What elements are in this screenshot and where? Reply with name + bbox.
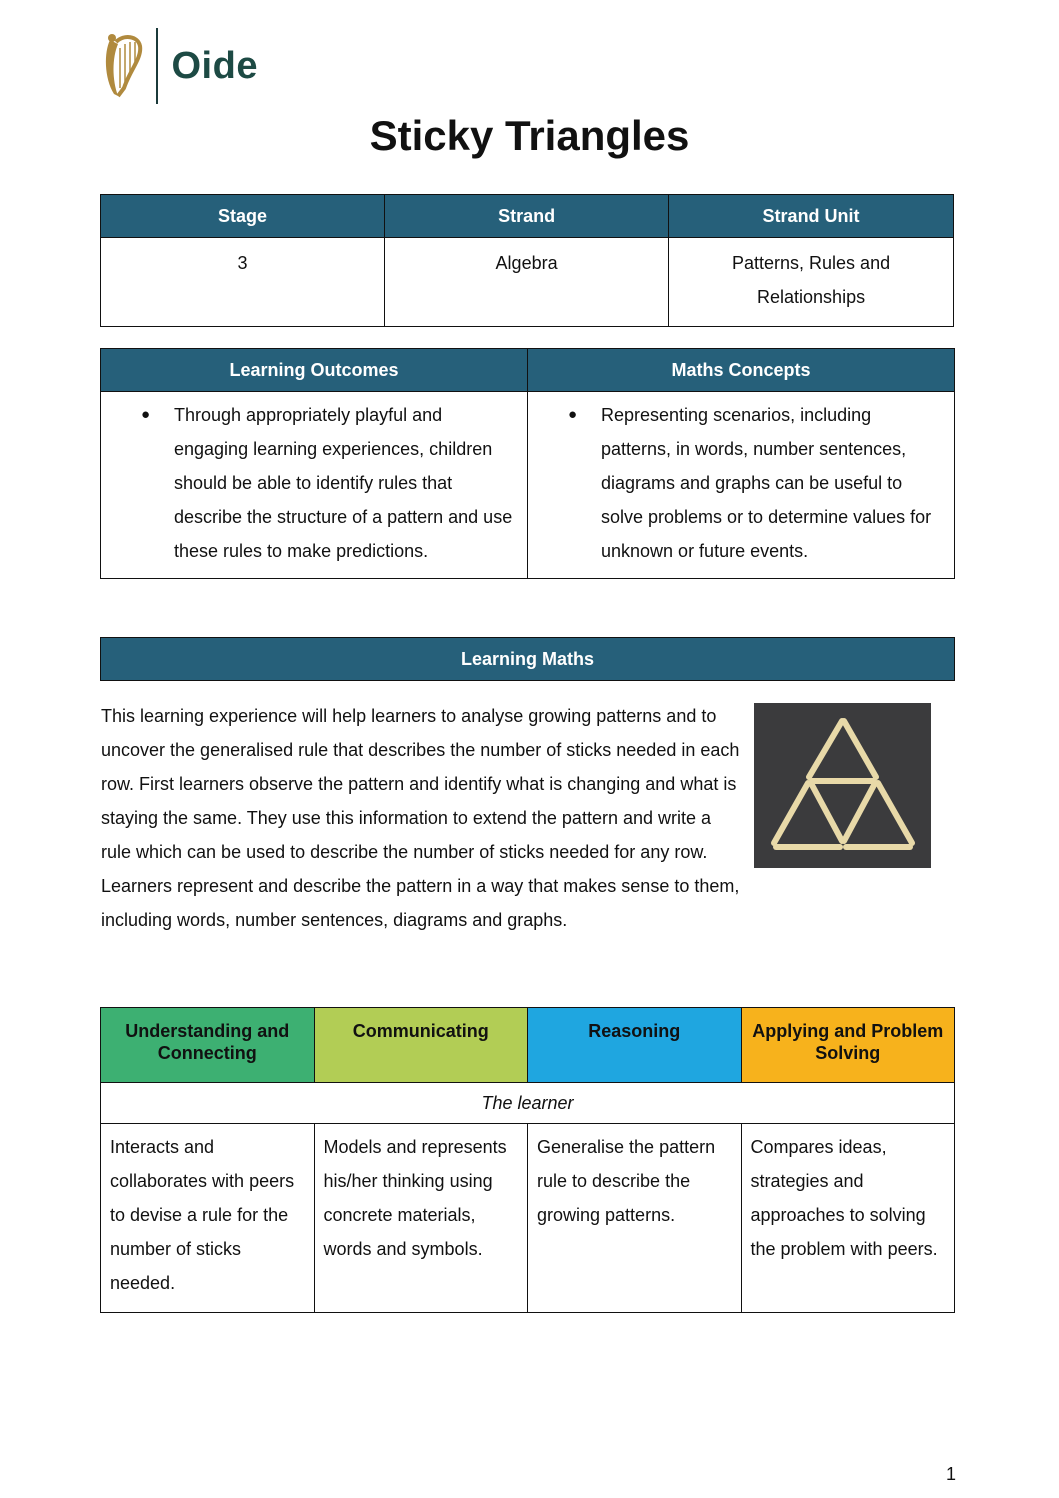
meta-table xyxy=(100,194,954,327)
strand-unit-value: Patterns, Rules and Relationships xyxy=(669,238,954,327)
strand-value: Algebra xyxy=(385,238,669,327)
communicating-header: Communicating xyxy=(314,1008,528,1083)
skills-table xyxy=(100,1007,955,1313)
page-title: Sticky Triangles xyxy=(369,112,690,159)
maths-concepts-header: Maths Concepts xyxy=(528,349,955,392)
learning-maths-header: Learning Maths xyxy=(101,638,955,681)
communicating-cell: Models and represents his/her thinking using concrete materials, words and symbols. xyxy=(314,1124,528,1313)
learning-outcomes-header: Learning Outcomes xyxy=(101,349,528,392)
stage-value: 3 xyxy=(101,238,385,327)
reasoning-header: Reasoning xyxy=(528,1008,742,1083)
logo xyxy=(100,28,258,104)
strand-unit-header: Strand Unit xyxy=(669,195,954,238)
learning-maths-table xyxy=(100,637,955,681)
applying-problem-solving-cell: Compares ideas, strategies and approaches to solving the problem with peers. xyxy=(741,1124,955,1313)
learning-maths-text: This learning experience will help learners to analyse growing patterns and to uncover the generalised rule that describes the number of sticks needed in each row. First learners observe the pattern and identify what is changing and what is staying the same. They use this information to extend the pattern and write a rule which can be used to describe the number of sticks needed for any row. Learners represent and describe the pattern in a way that makes sense to them, including words, number sentences, diagrams and graphs. xyxy=(101,706,740,930)
harp-icon xyxy=(100,30,144,102)
strand-header: Strand xyxy=(385,195,669,238)
understanding-connecting-cell: Interacts and collaborates with peers to devise a rule for the number of sticks needed. xyxy=(101,1124,315,1313)
maths-concept-item: ● Representing scenarios, including patterns, in words, number sentences, diagrams and graphs can be useful to solve problems or to determine values for unknown or future events. xyxy=(546,398,938,568)
learning-outcome-item: ● Through appropriately playful and engaging learning experiences, children should be able to identify rules that describe the structure of a pattern and use these rules to make predictions. xyxy=(119,398,517,568)
applying-problem-solving-header: Applying and Problem Solving xyxy=(741,1008,955,1083)
maths-concepts-cell xyxy=(528,392,955,579)
brand-name: Oide xyxy=(171,44,258,87)
outcomes-table xyxy=(100,348,955,579)
reasoning-cell: Generalise the pattern rule to describe the growing patterns. xyxy=(528,1124,742,1313)
learner-label: The learner xyxy=(101,1083,955,1124)
understanding-connecting-header: Understanding and Connecting xyxy=(101,1008,315,1083)
page-number: 1 xyxy=(946,1464,957,1484)
sticks-triangle-photo xyxy=(754,703,931,868)
learning-outcomes-cell xyxy=(101,392,528,579)
stage-header: Stage xyxy=(101,195,385,238)
logo-divider xyxy=(156,28,158,104)
